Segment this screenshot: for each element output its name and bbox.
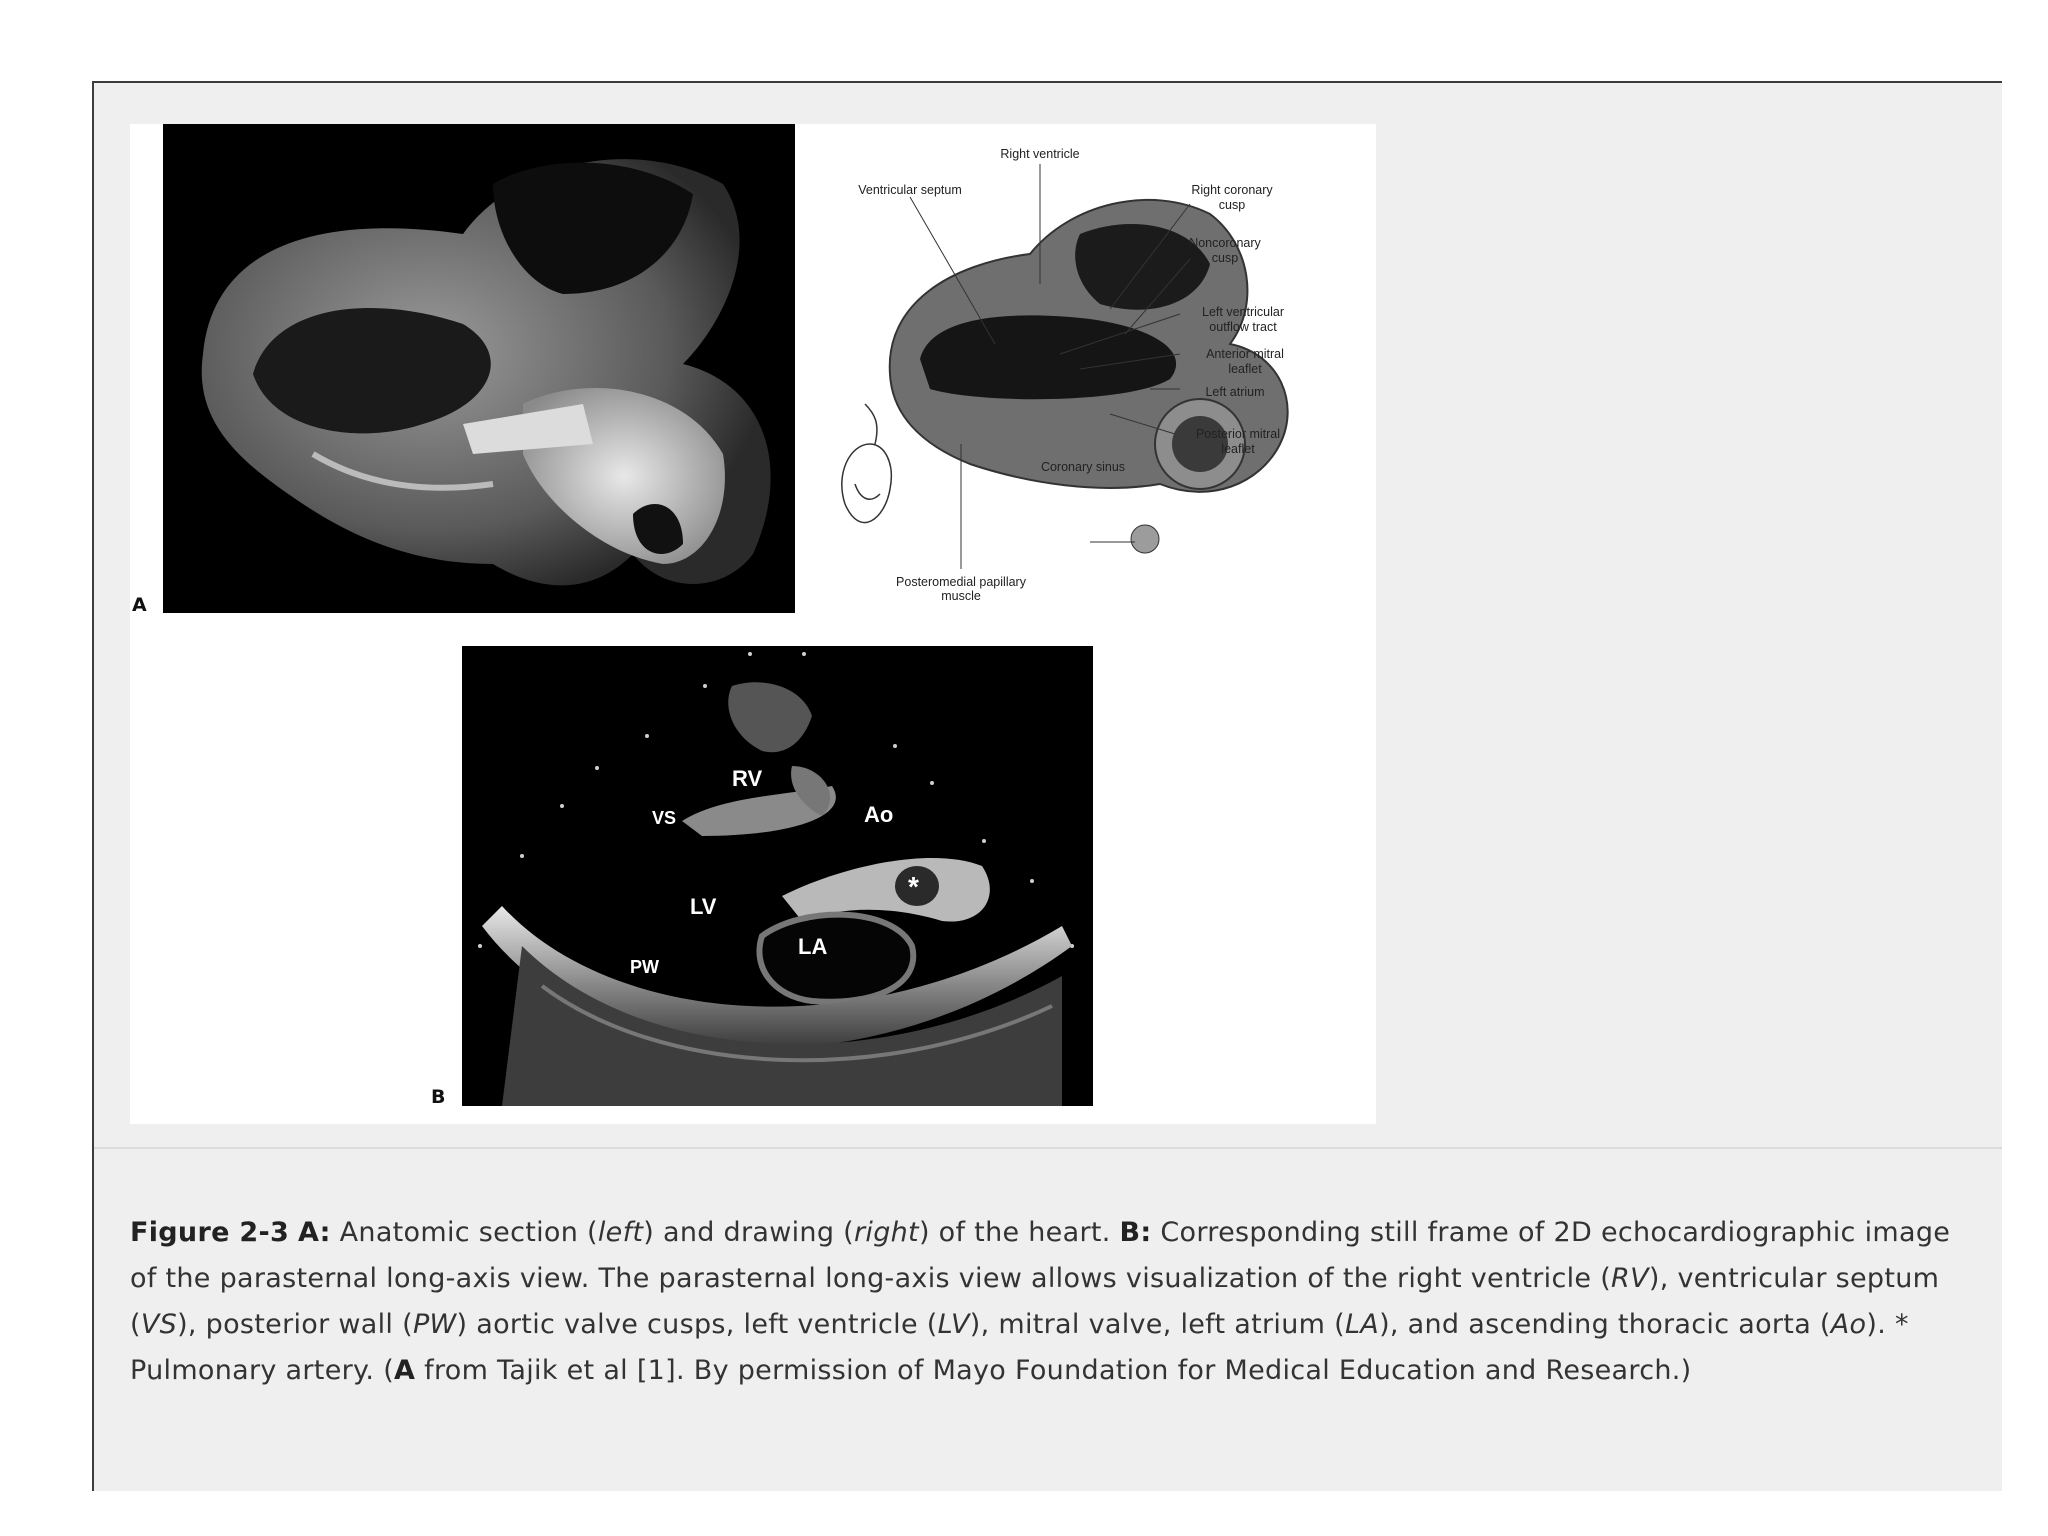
caption-italic-rv: RV [1611,1263,1649,1294]
label-papillary-2: muscle [941,589,981,603]
caption-text: ). * Pulmonary artery. ( [130,1309,1909,1386]
anatomic-section-photo [163,124,795,613]
caption-text: from Tajik et al [1]. By permission of Mayo Foundation for Medical Education and Research.) [415,1355,1692,1386]
label-coronary-sinus: Coronary sinus [1040,460,1126,474]
caption-text: ), ventricular septum ( [130,1263,1940,1340]
figure-caption [130,1210,1980,1394]
label-left-atrium: Left atrium [1205,385,1265,399]
anatomic-drawing [830,144,1376,604]
caption-text: ), mitral valve, left atrium ( [969,1309,1345,1340]
label-ventricular-septum: Ventricular septum [858,183,962,197]
label-posterior-mitral-2: leaflet [1221,442,1255,456]
panel-a-letter: A [132,594,147,616]
echo-label-ao: Ao [864,802,894,827]
caption-italic-la: LA [1344,1309,1380,1340]
label-posterior-mitral-1: Posterior mitral [1195,427,1281,441]
echo-label-pw: PW [630,957,659,977]
caption-italic-vs: VS [140,1309,178,1340]
caption-figure-label: Figure 2-3 [130,1217,290,1248]
caption-a-marker: A: [297,1217,331,1248]
label-lvot-1: Left ventricular [1202,305,1284,319]
echo-label-lv: LV [690,894,717,919]
label-lvot-2: outflow tract [1209,320,1277,334]
caption-text: ), posterior wall ( [177,1309,413,1340]
label-noncoronary-cusp-1: Noncoronary [1189,236,1261,250]
caption-text: ) of the heart. [918,1217,1120,1248]
label-papillary-1: Posteromedial papillary [896,575,1026,589]
caption-italic-left: left [597,1217,644,1248]
caption-divider [94,1147,2002,1149]
label-noncoronary-cusp-2: cusp [1211,251,1239,265]
label-right-coronary-cusp-1: Right coronary [1191,183,1273,197]
label-right-ventricle: Right ventricle [1000,147,1080,161]
caption-text: ) and drawing ( [643,1217,854,1248]
figure-container [92,81,2002,1491]
caption-a-marker-2: A [394,1355,416,1386]
caption-italic-ao: Ao [1830,1309,1867,1340]
caption-b-marker: B: [1119,1217,1152,1248]
caption-italic-right: right [854,1217,919,1248]
figure-image-panel [130,124,1376,1124]
echo-label-asterisk: * [908,871,919,902]
caption-text: Anatomic section ( [330,1217,598,1248]
caption-text: ), and ascending thoracic aorta ( [1379,1309,1831,1340]
echo-label-la: LA [798,934,828,959]
echo-label-vs: VS [652,808,677,828]
caption-italic-pw: PW [412,1309,457,1340]
panel-b-letter: B [431,1086,446,1108]
label-anterior-mitral-2: leaflet [1228,362,1262,376]
caption-text: Corresponding still frame of 2D echocardiographic image of the parasternal long-axis view. The parasternal long-axis view allows visualization of the right ventricle ( [130,1217,1951,1294]
caption-text: ) aortic valve cusps, left ventricle ( [456,1309,938,1340]
echocardiogram-image [462,646,1093,1106]
echo-label-rv: RV [732,766,763,791]
caption-italic-lv: LV [937,1309,970,1340]
label-anterior-mitral-1: Anterior mitral [1206,347,1284,361]
label-right-coronary-cusp-2: cusp [1218,198,1246,212]
